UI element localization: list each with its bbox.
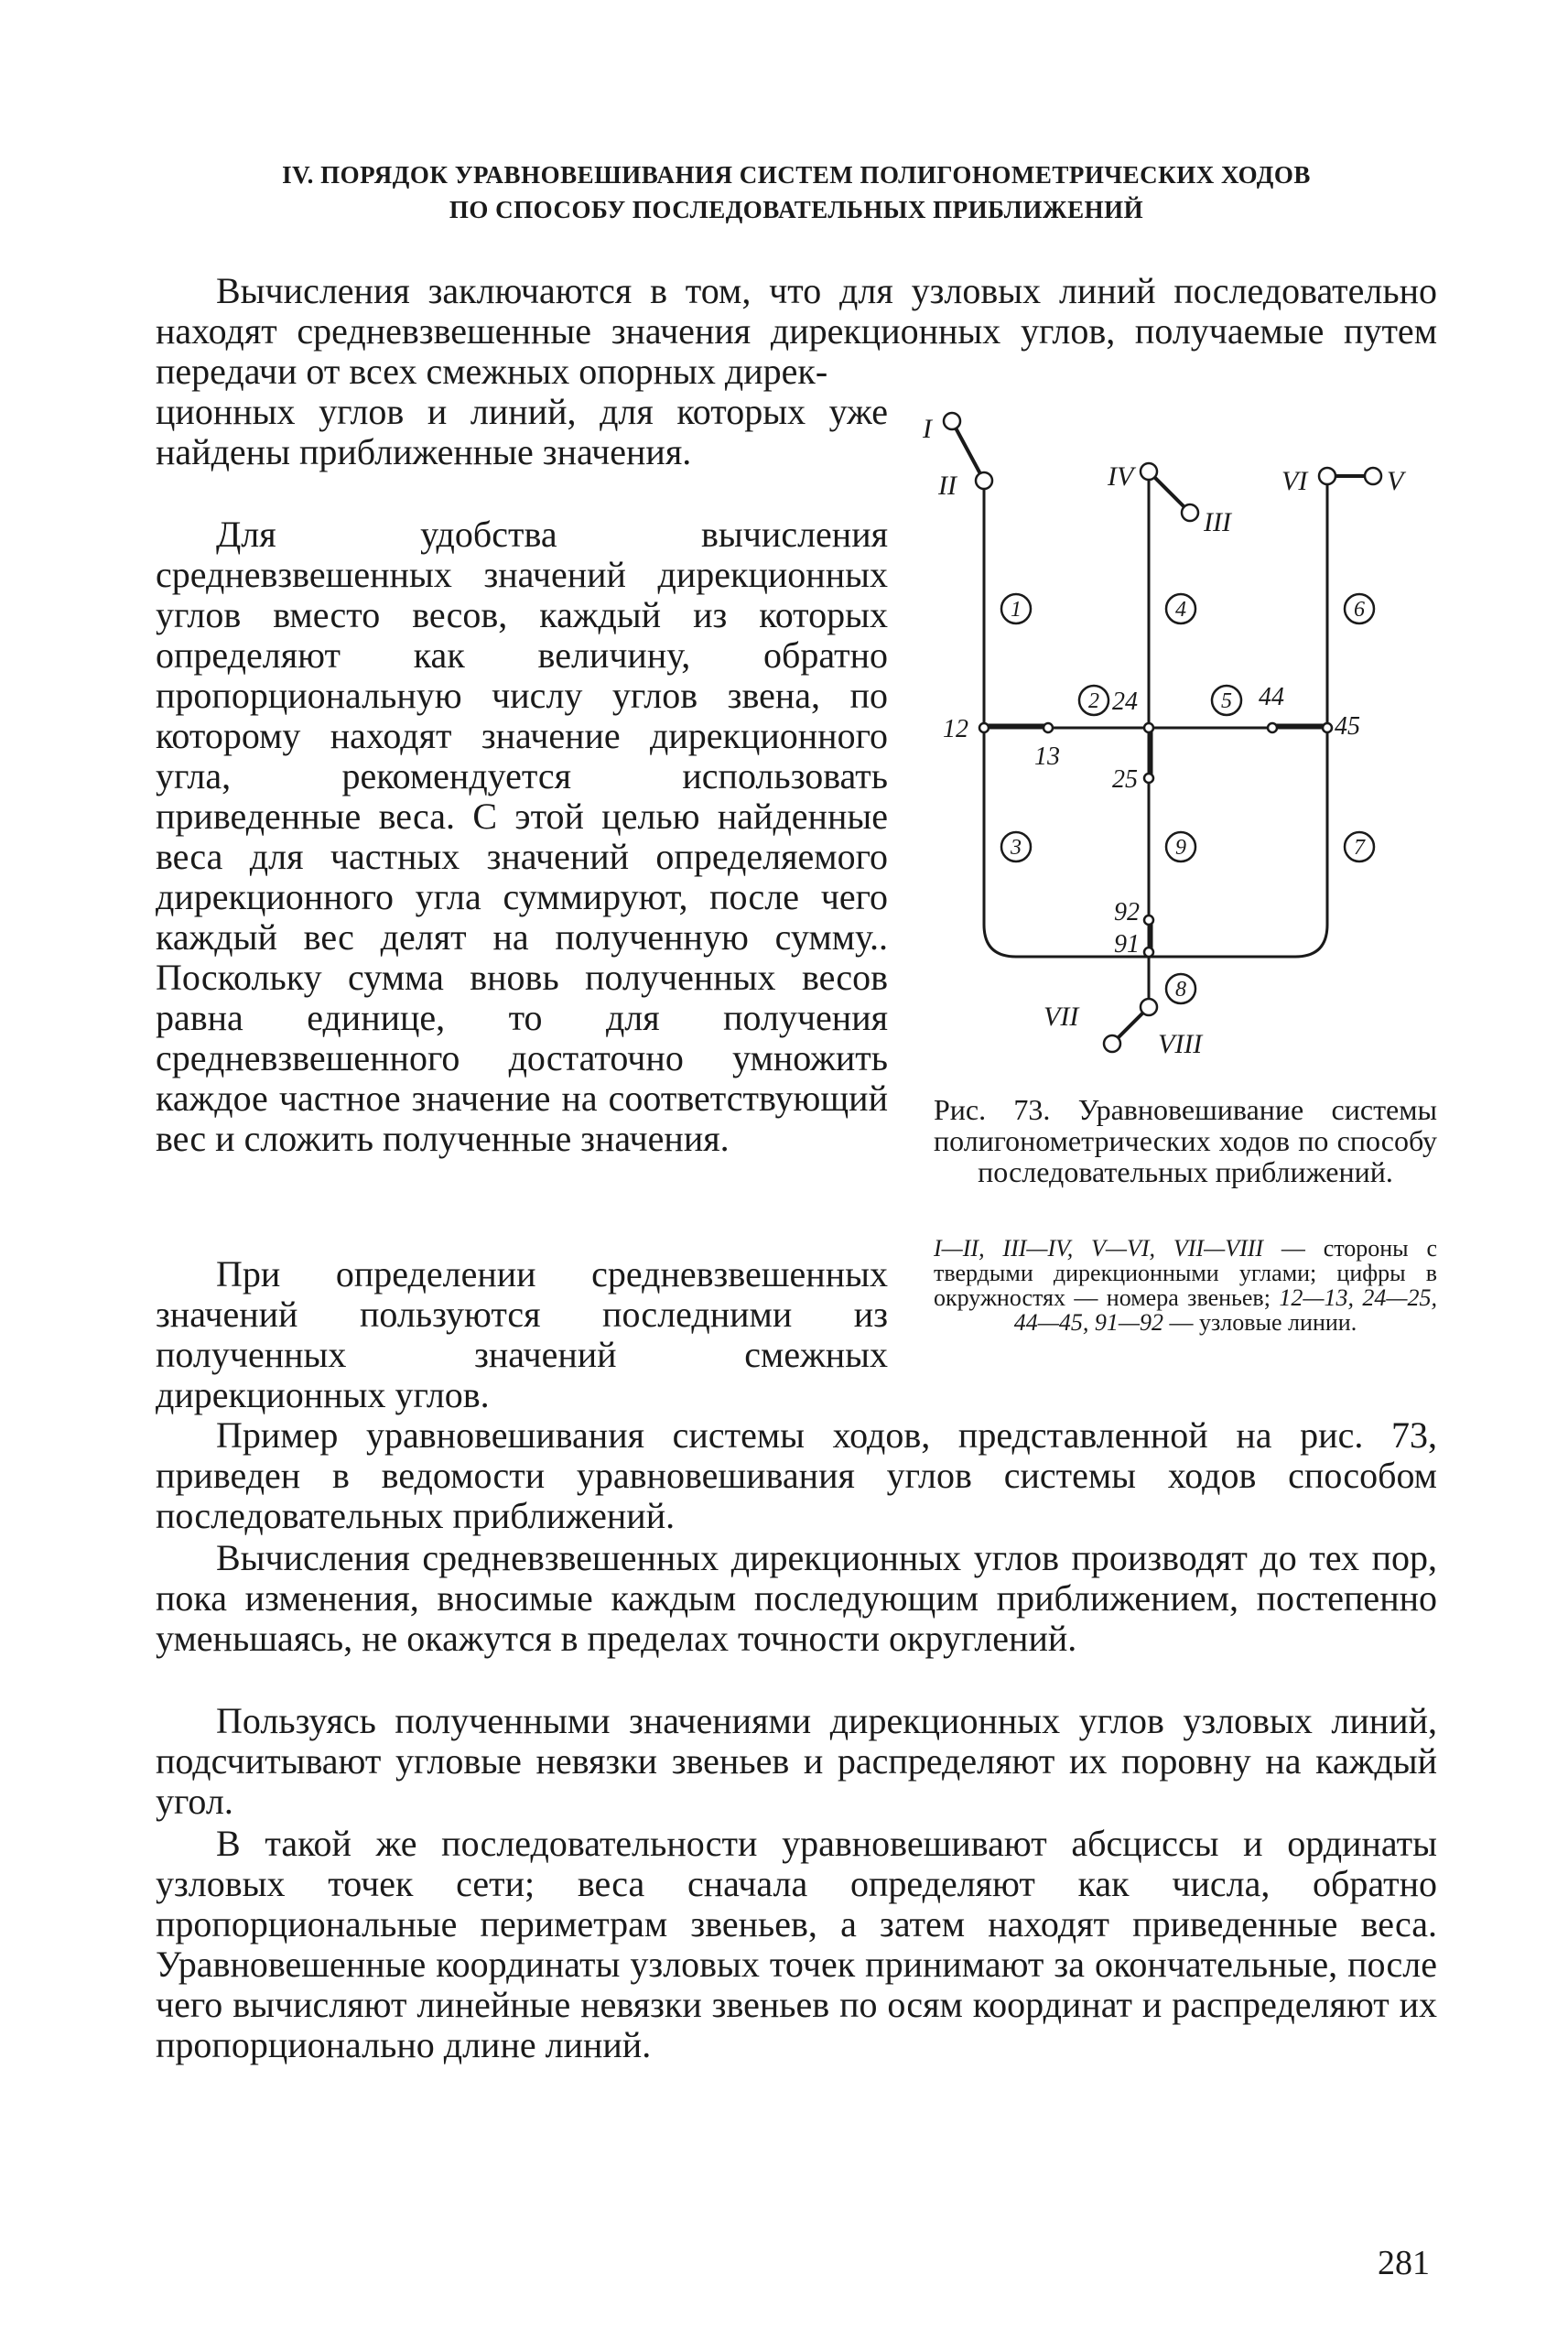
label-II: II — [938, 471, 957, 501]
paragraph-6: Пользуясь полученными значениями дирекционных углов узловых линий, подсчитывают угловые невязки звеньев и распределяют их поровну на каждый угол. — [156, 1700, 1437, 1822]
paragraph-4: Пример уравновешивания системы ходов, представленной на рис. 73, приведен в ведомости уравновешивания углов системы ходов способом последовательных приближений. — [156, 1414, 1437, 1536]
note-text-2: — узловые линии. — [1163, 1309, 1357, 1336]
paragraph-1: Вычисления заключаются в том, что для узловых линий последовательно находят средневзвешенные значения дирекционных углов, получаемые путем передачи от всех смежных опорных дирек- — [156, 270, 1437, 392]
label-VI: VI — [1281, 466, 1308, 496]
section-title — [156, 157, 1437, 227]
node-25 — [1144, 774, 1153, 783]
note-node-lines: 12—13, 24—25, 44—45, 91—92 — [1013, 1284, 1437, 1336]
paragraph-7: В такой же последовательности уравновешивают абсциссы и ординаты узловых точек сети; веса сначала определяют как числа, обратно пропорциональные периметрам звеньев, а затем находят приведенные веса. Уравновешенные координаты узловых точек принимают за окончательные, после чего вычисляют линейные невязки звеньев по осям координат и распределяют их пропорционально длине линий. — [156, 1823, 1437, 2065]
label-VII: VII — [1044, 1002, 1079, 1032]
label-node-44: 44 — [1259, 683, 1284, 711]
node-92 — [1144, 915, 1153, 925]
page-number: 281 — [1378, 2244, 1430, 2282]
point-II — [976, 472, 992, 489]
label-node-24: 24 — [1112, 688, 1138, 716]
label-V: V — [1387, 466, 1404, 496]
link-number-1: 1 — [1011, 598, 1022, 622]
point-IV — [1141, 463, 1157, 480]
label-I: I — [923, 414, 932, 444]
link-number-7: 7 — [1354, 836, 1365, 860]
label-III: III — [1204, 507, 1231, 537]
link-number-4: 4 — [1175, 598, 1186, 622]
point-V — [1365, 468, 1381, 484]
figure-caption: Рис. 73. Уравновешивание системы полигонометрических ходов по способу последовательных приближений. — [934, 1093, 1437, 1188]
node-13 — [1044, 723, 1053, 732]
section-title-line2: ПО СПОСОБУ ПОСЛЕДОВАТЕЛЬНЫХ ПРИБЛИЖЕНИЙ — [449, 196, 1144, 223]
link-number-2: 2 — [1088, 689, 1099, 713]
label-node-25: 25 — [1112, 765, 1138, 794]
label-VIII: VIII — [1158, 1029, 1203, 1059]
node-45 — [1323, 723, 1332, 732]
polygonometric-network-diagram — [897, 403, 1437, 1080]
link-number-8: 8 — [1175, 978, 1186, 1002]
label-node-45: 45 — [1335, 712, 1360, 741]
point-I — [944, 413, 960, 429]
point-VIII — [1141, 999, 1157, 1015]
label-node-12: 12 — [943, 715, 968, 743]
point-VI — [1319, 468, 1336, 484]
link-number-3: 3 — [1011, 836, 1022, 860]
label-node-91: 91 — [1114, 930, 1140, 959]
note-roman-sides: I—II, III—IV, V—VI, VII—VIII — [934, 1235, 1264, 1262]
figure-caption-note — [934, 1236, 1437, 1335]
section-title-line1: IV. ПОРЯДОК УРАВНОВЕШИВАНИЯ СИСТЕМ ПОЛИГОНОМЕТРИЧЕСКИХ ХОДОВ — [282, 161, 1311, 189]
node-12 — [979, 723, 989, 732]
link-number-9: 9 — [1175, 836, 1186, 860]
paragraph-2: Для удобства вычисления средневзвешенных значений дирекционных углов вместо весов, каждый из которых определяют как величину, обратно пропорциональную числу углов звена, по которому находят значение дирекционного угла, рекомендуется использовать приведенные веса. С этой целью найденные веса для частных значений определяемого дирекционного угла суммируют, после чего каждый вес делят на полученную сумму.. Поскольку сумма вновь полученных весов равна единице, то для получения средневзвешенного достаточно умножить каждое частное значение на соответствующий вес и сложить полученные значения. — [156, 514, 888, 1159]
link-number-5: 5 — [1221, 689, 1232, 713]
label-IV: IV — [1108, 461, 1134, 492]
line-bottom-loop — [984, 925, 1327, 957]
node-24 — [1144, 723, 1153, 732]
node-44 — [1268, 723, 1277, 732]
side-I-II — [952, 421, 984, 481]
note-text-1: — стороны с твердыми дирекционными углами; цифры в окружностях — номера звеньев; — [934, 1235, 1438, 1311]
paragraph-3: При определении средневзвешенных значений пользуются последними из полученных значений смежных дирекционных углов. — [156, 1253, 888, 1415]
point-VII — [1104, 1035, 1120, 1052]
node-91 — [1144, 948, 1153, 957]
label-node-92: 92 — [1114, 898, 1140, 926]
point-III — [1182, 504, 1198, 521]
paragraph-1-cont: ционных углов и линий, для которых уже найдены приближенные значения. — [156, 391, 888, 472]
figure-73 — [897, 403, 1437, 1080]
label-node-13: 13 — [1034, 742, 1060, 771]
link-number-6: 6 — [1354, 598, 1365, 622]
paragraph-5: Вычисления средневзвешенных дирекционных углов производят до тех пор, пока изменения, вносимые каждым последующим приближением, постепенно уменьшаясь, не окажутся в пределах точности округлений. — [156, 1537, 1437, 1659]
